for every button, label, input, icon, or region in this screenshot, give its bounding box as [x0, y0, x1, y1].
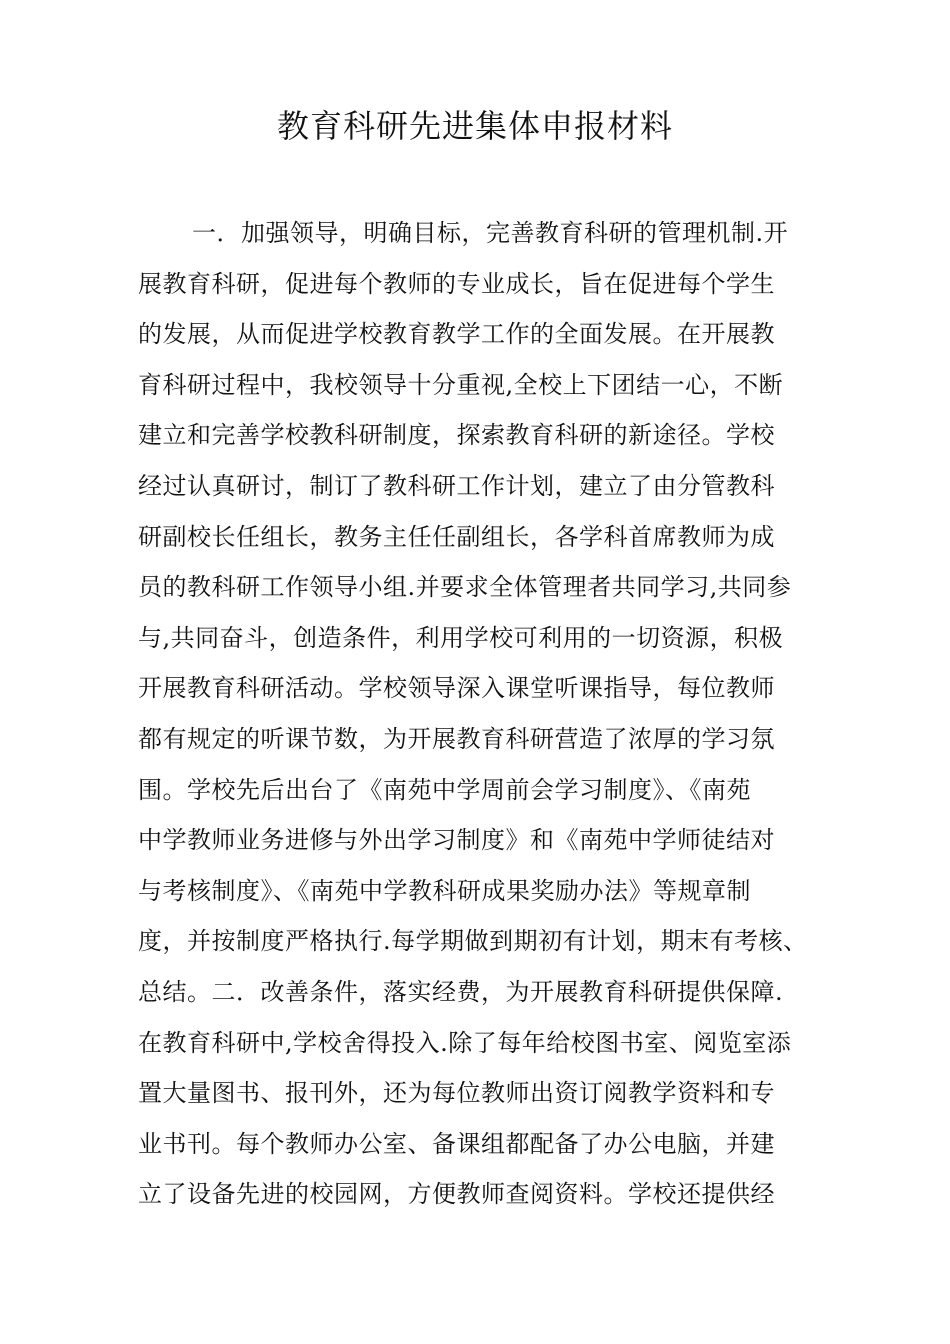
paragraph-line: 的发展，从而促进学校教育教学工作的全面发展。在开展教	[138, 320, 775, 349]
document-body	[138, 208, 828, 1220]
paragraph-line: 与考核制度》、《南苑中学教科研成果奖励办法》等规章制	[138, 876, 751, 905]
paragraph-line: 展教育科研，促进每个教师的专业成长，旨在促进每个学生	[138, 269, 775, 298]
paragraph-line: 度，并按制度严格执行.每学期做到期初有计划，期末有考核、	[138, 927, 808, 956]
paragraph-line: 经过认真研讨，制订了教科研工作计划，建立了由分管教科	[138, 471, 775, 500]
paragraph-line: 建立和完善学校教科研制度，探索教育科研的新途径。学校	[138, 421, 775, 450]
paragraph-line: 开展教育科研活动。学校领导深入课堂听课指导，每位教师	[138, 674, 775, 703]
document-title: 教育科研先进集体申报材料	[276, 107, 673, 145]
paragraph-line: 中学教师业务进修与外出学习制度》和《南苑中学师徒结对	[138, 826, 775, 855]
paragraph-line: 置大量图书、报刊外，还为每位教师出资订阅教学资料和专	[138, 1079, 775, 1108]
paragraph-line: 与,共同奋斗，创造条件，利用学校可利用的一切资源，积极	[138, 623, 784, 652]
paragraph-line: 围。学校先后出台了《南苑中学周前会学习制度》、《南苑	[138, 775, 751, 804]
paragraph-line: 业书刊。每个教师办公室、备课组都配备了办公电脑，并建	[138, 1129, 775, 1158]
paragraph-line: 研副校长任组长，教务主任任副组长，各学科首席教师为成	[138, 522, 775, 551]
paragraph-line: 都有规定的听课节数，为开展教育科研营造了浓厚的学习氛	[138, 724, 775, 753]
paragraph-line: 立了设备先进的校园网，方便教师查阅资料。学校还提供经	[138, 1180, 775, 1209]
paragraph-line: 一．加强领导，明确目标，完善教育科研的管理机制.开	[192, 219, 789, 247]
paragraph-line: 育科研过程中，我校领导十分重视,全校上下团结一心，不断	[138, 370, 784, 399]
paragraph-line: 员的教科研工作领导小组.并要求全体管理者共同学习,共同参	[138, 573, 792, 602]
paragraph-line: 总结。二．改善条件，落实经费，为开展教育科研提供保障.	[138, 977, 784, 1006]
paragraph-line: 在教育科研中,学校舍得投入.除了每年给校图书室、阅览室添	[138, 1028, 792, 1057]
